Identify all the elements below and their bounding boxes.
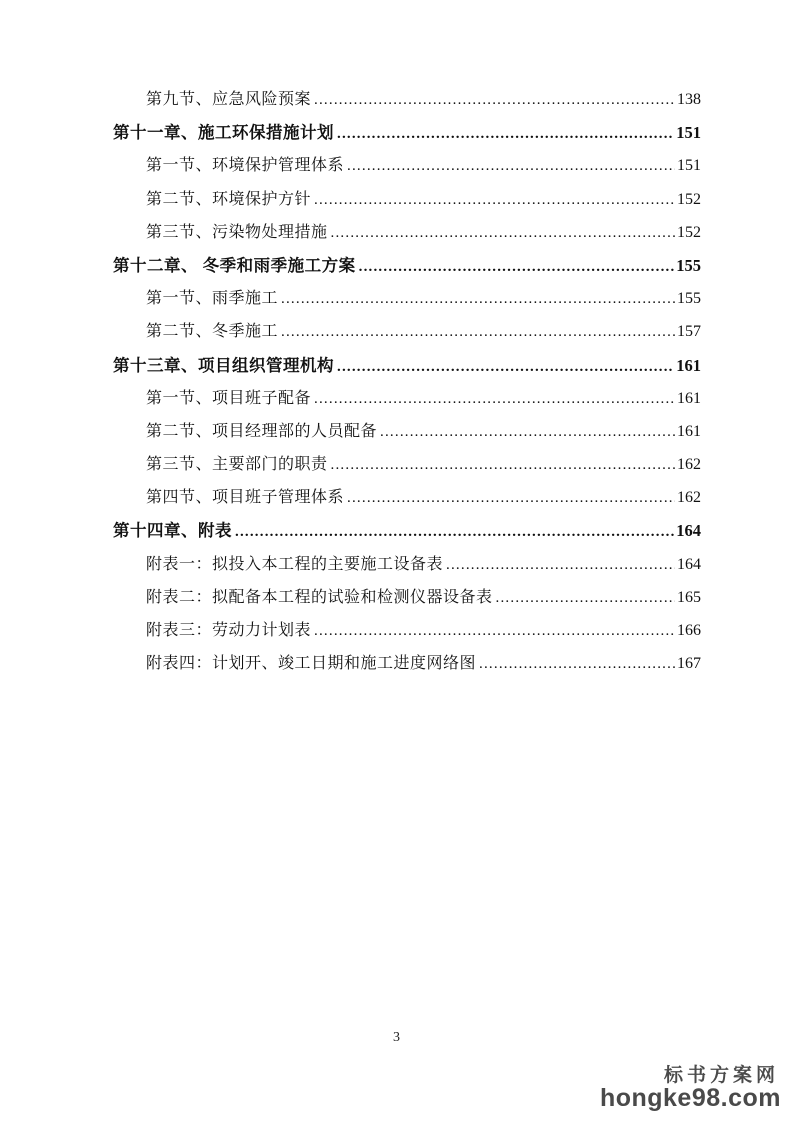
toc-entry-page: 155	[677, 290, 701, 308]
toc-entry[interactable]	[113, 252, 701, 285]
dot-leader	[337, 123, 674, 143]
toc-entry[interactable]	[113, 186, 701, 219]
toc-entry-page: 155	[676, 255, 701, 275]
toc-entry-title: 第一节、雨季施工	[146, 290, 279, 308]
watermark	[600, 1066, 781, 1111]
toc-entry-title: 第四节、项目班子管理体系	[146, 489, 345, 507]
toc-entry[interactable]	[113, 86, 701, 119]
toc-entry-page: 164	[676, 521, 701, 541]
toc-entry-title: 第十三章、项目组织管理机构	[113, 355, 334, 375]
dot-leader	[314, 191, 675, 209]
toc-entry-page: 167	[677, 655, 701, 673]
dot-leader	[446, 556, 675, 574]
toc-entry-page: 166	[677, 622, 701, 639]
toc-entry[interactable]	[113, 385, 701, 418]
dot-leader	[281, 323, 675, 341]
toc-entry-page: 162	[677, 456, 701, 474]
watermark-site-name: 标书方案网	[663, 1065, 779, 1087]
toc-entry-title: 第九节、应急风险预案	[146, 91, 312, 108]
dot-leader	[380, 423, 675, 441]
dot-leader	[347, 157, 675, 175]
dot-leader	[314, 390, 675, 408]
page-number: 3	[393, 1030, 400, 1045]
dot-leader	[337, 356, 674, 376]
dot-leader	[314, 622, 675, 640]
dot-leader	[235, 521, 674, 541]
toc-entry[interactable]	[113, 584, 701, 617]
dot-leader	[496, 589, 675, 607]
toc-entry[interactable]	[113, 152, 701, 185]
toc-entry[interactable]	[113, 219, 701, 252]
toc-entry-title: 第十一章、施工环保措施计划	[113, 123, 334, 143]
toc-entry[interactable]	[113, 418, 701, 451]
toc-entry[interactable]	[113, 551, 701, 584]
toc-entry-title: 第二节、冬季施工	[146, 323, 279, 341]
dot-leader	[331, 456, 675, 474]
dot-leader	[331, 224, 675, 242]
toc-entry-title: 附表一：拟投入本工程的主要施工设备表	[146, 555, 444, 573]
toc-entry-page: 157	[677, 323, 701, 341]
toc-entry-title: 附表三：劳动力计划表	[146, 622, 312, 639]
toc-entry[interactable]	[113, 451, 701, 484]
toc-entry-page: 164	[677, 555, 701, 573]
toc-entry[interactable]	[113, 318, 701, 351]
toc-entry-page: 138	[677, 91, 701, 108]
watermark-site-url: hongke98.com	[599, 1083, 781, 1112]
toc-entry-title: 第二节、项目经理部的人员配备	[146, 422, 378, 440]
toc-entry[interactable]	[113, 617, 701, 650]
table-of-contents	[113, 86, 701, 683]
toc-entry-title: 第十二章、 冬季和雨季施工方案	[113, 255, 356, 275]
toc-entry-title: 第二节、环境保护方针	[146, 190, 312, 208]
toc-entry-title: 第三节、污染物处理措施	[146, 223, 328, 241]
toc-entry-title: 第一节、项目班子配备	[146, 389, 312, 407]
toc-entry[interactable]	[113, 119, 701, 152]
toc-entry[interactable]	[113, 484, 701, 517]
toc-entry-page: 151	[676, 123, 701, 143]
toc-entry-title: 附表四：计划开、竣工日期和施工进度网络图	[146, 655, 477, 673]
toc-entry[interactable]	[113, 650, 701, 683]
toc-entry-page: 161	[676, 355, 701, 375]
dot-leader	[359, 256, 675, 276]
dot-leader	[479, 655, 675, 673]
toc-entry-page: 162	[677, 489, 701, 507]
dot-leader	[314, 91, 675, 109]
toc-entry[interactable]	[113, 517, 701, 550]
toc-entry-page: 152	[677, 223, 701, 241]
toc-entry-page: 151	[677, 157, 701, 175]
toc-entry-title: 第十四章、附表	[113, 521, 232, 541]
dot-leader	[281, 290, 675, 308]
toc-entry-title: 第一节、环境保护管理体系	[146, 157, 345, 175]
toc-entry-page: 161	[677, 389, 701, 407]
toc-entry-title: 附表二：拟配备本工程的试验和检测仪器设备表	[146, 588, 493, 606]
toc-entry[interactable]	[113, 285, 701, 318]
dot-leader	[347, 489, 675, 507]
toc-entry[interactable]	[113, 352, 701, 385]
toc-entry-page: 152	[677, 190, 701, 208]
toc-entry-title: 第三节、主要部门的职责	[146, 456, 328, 474]
toc-entry-page: 165	[677, 588, 701, 606]
toc-entry-page: 161	[677, 422, 701, 440]
